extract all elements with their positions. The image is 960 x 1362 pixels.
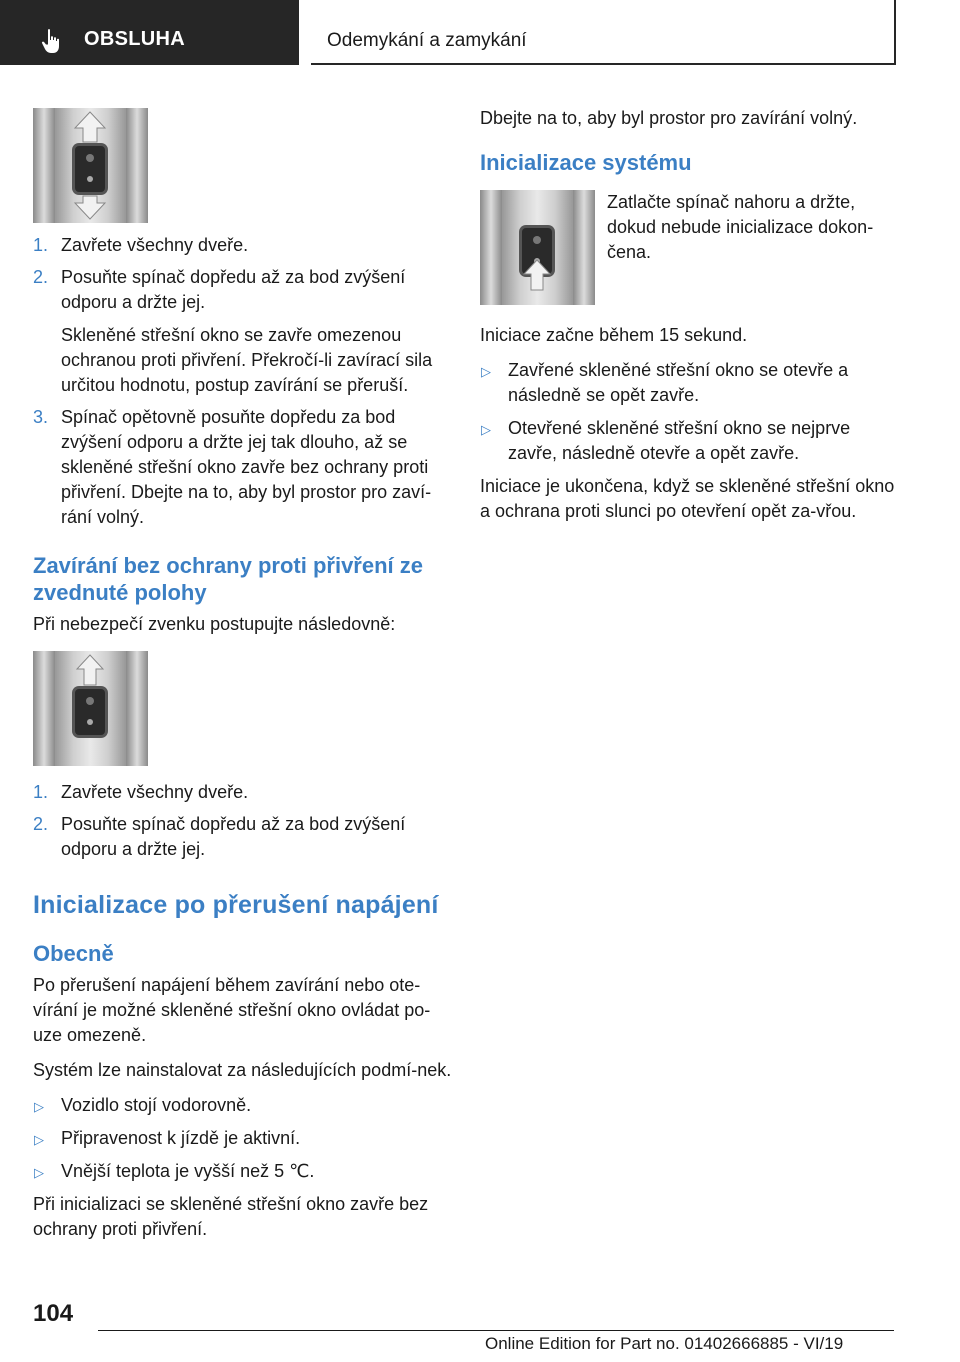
list-item: ▷ Vnější teplota je vyšší než 5 ℃. bbox=[33, 1159, 453, 1184]
arrow-up-icon bbox=[33, 651, 148, 766]
triangle-bullet-icon: ▷ bbox=[34, 1132, 44, 1147]
double-arrow-icon bbox=[33, 108, 148, 223]
list-item: 1. Zavřete všechny dveře. bbox=[33, 235, 249, 255]
steps-list-2 bbox=[33, 780, 453, 862]
list-item: 2. Posuňte spínač dopředu až za bod zvýšení odporu a držte jej. Skleněné střešní okno se zavře omezenou ochranou proti přivření. Překročí-li zavírací sila určitou hodnotu, postup zavírání se přeruší. bbox=[33, 265, 453, 398]
triangle-bullet-icon: ▷ bbox=[481, 364, 491, 379]
triangle-bullet-icon: ▷ bbox=[34, 1099, 44, 1114]
paragraph: Systém lze nainstalovat za následujících podmí‐nek. bbox=[33, 1060, 452, 1080]
heading-general: Obecně bbox=[33, 941, 114, 966]
section-title: OBSLUHA bbox=[84, 28, 185, 50]
triangle-bullet-icon: ▷ bbox=[481, 422, 491, 437]
paragraph: Dbejte na to, aby byl prostor pro zavírání volný. bbox=[480, 108, 858, 128]
list-item: ▷ Otevřené skleněné střešní okno se nejprve zavře, následně otevře a opět zavře. bbox=[481, 418, 851, 463]
arrow-up-icon bbox=[480, 190, 595, 305]
heading-close-without-protection: Zavírání bez ochrany proti přivření ze zvednuté polohy bbox=[33, 553, 423, 605]
steps-list-1 bbox=[33, 233, 453, 530]
heading-system-init: Inicializace systému bbox=[480, 150, 692, 175]
section-tab bbox=[0, 0, 299, 65]
switch-illustration-init bbox=[480, 190, 595, 305]
list-item: 3. Spínač opětovně posuňte dopředu za bod zvýšení odporu a držte jej tak dlouho, až se skleněné střešní okno zavře bez ochrany proti přivření. Dbejte na to, aby byl prostor pro zaví‐rání volný. bbox=[33, 407, 432, 527]
figure-caption: Zatlačte spínač nahoru a držte, dokud nebude inicializace dokon‐čena. bbox=[607, 192, 874, 262]
chapter-title: Odemykání a zamykání bbox=[327, 30, 527, 51]
list-item: ▷ Připravenost k jízdě je aktivní. bbox=[33, 1126, 453, 1151]
conditions-list bbox=[33, 1093, 453, 1184]
switch-illustration-push bbox=[33, 108, 148, 223]
paragraph: Po přerušení napájení během zavírání nebo ote‐vírání je možné skleněné střešní okno ovládat po‐uze omezeně. bbox=[33, 975, 431, 1045]
list-item: ▷ Zavřené skleněné střešní okno se otevře a následně se opět zavře. bbox=[481, 360, 849, 405]
hand-pointer-icon bbox=[40, 28, 64, 56]
intro-paragraph: Při nebezpečí zvenku postupujte následovně: bbox=[33, 614, 396, 634]
page-header bbox=[0, 0, 960, 66]
paragraph: Iniciace začne během 15 sekund. bbox=[480, 325, 748, 345]
triangle-bullet-icon: ▷ bbox=[34, 1165, 44, 1180]
paragraph: Při inicializaci se skleněné střešní okno zavře bez ochrany proti přivření. bbox=[33, 1194, 429, 1239]
switch-illustration-close bbox=[33, 651, 148, 766]
list-item: 1. Zavřete všechny dveře. bbox=[33, 782, 249, 802]
right-column bbox=[480, 100, 900, 534]
edition-note: Online Edition for Part no. 01402666885 - VI/19 bbox=[485, 1334, 844, 1353]
init-behaviour-list bbox=[480, 358, 900, 466]
paragraph: Iniciace je ukončena, když se skleněné střešní okno a ochrana proti slunci po otevření opět za‐vřou. bbox=[480, 476, 895, 521]
list-item: 2. Posuňte spínač dopředu až za bod zvýšení odporu a držte jej. bbox=[33, 814, 406, 859]
list-item: ▷ Vozidlo stojí vodorovně. bbox=[33, 1093, 453, 1118]
heading-init-after-power-loss: Inicializace po přerušení napájení bbox=[33, 891, 439, 919]
left-column bbox=[33, 100, 453, 1252]
step-continuation: Skleněné střešní okno se zavře omezenou ochranou proti přivření. Překročí-li zavírací sila určitou hodnotu, postup zavírání se přeruší. bbox=[61, 325, 433, 395]
page-number: 104 bbox=[33, 1300, 74, 1327]
chapter-box bbox=[311, 0, 896, 65]
footer-divider bbox=[98, 1330, 894, 1331]
init-figure-block bbox=[480, 190, 900, 305]
